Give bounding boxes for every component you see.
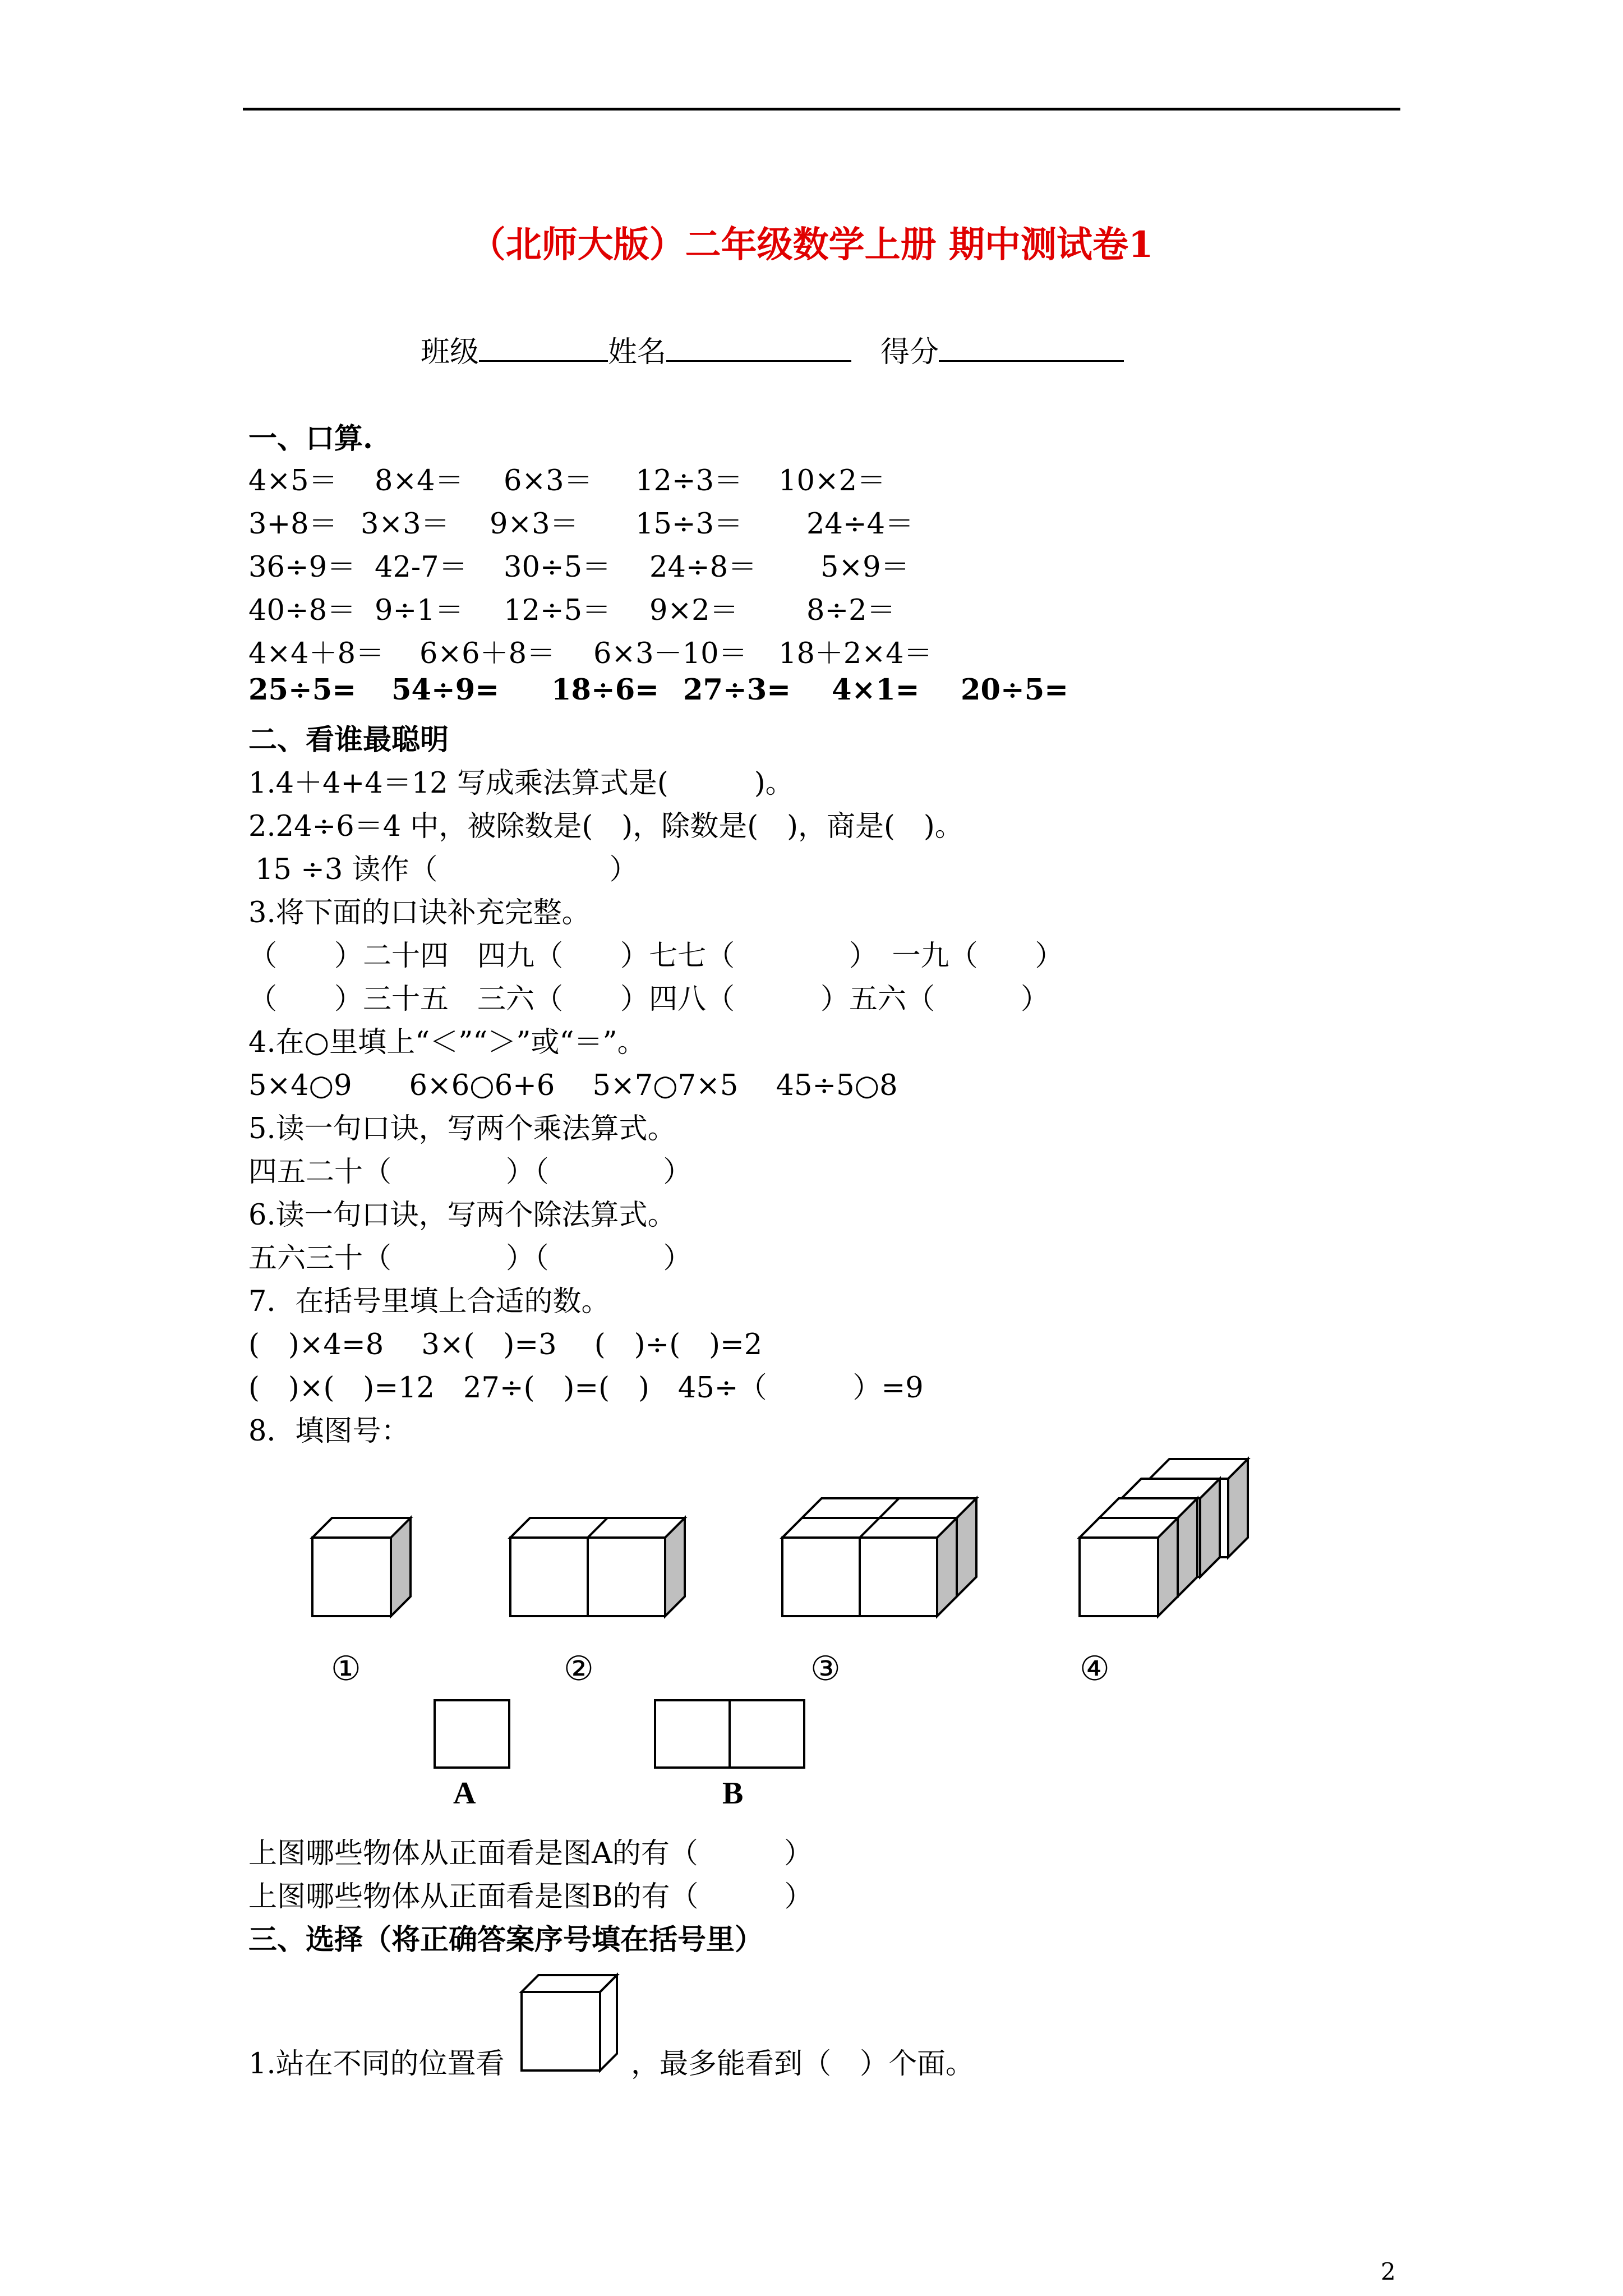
calc-item: 30÷5＝ <box>504 551 611 584</box>
calc-item: 40÷8＝ <box>248 594 356 627</box>
question-line: 4.在○里填上“＜”“＞”或“＝”。 <box>248 1026 646 1059</box>
calc-item: 24÷4＝ <box>806 508 914 541</box>
question-line: 5.读一句口诀，写两个乘法算式。 <box>248 1112 676 1145</box>
section3-heading: 三、选择（将正确答案序号填在括号里） <box>248 1923 764 1957</box>
question-line: ( )×( )=12 27÷( )=( ) 45÷（ ）=9 <box>248 1372 924 1405</box>
question-line: 四五二十（ ）（ ） <box>248 1156 692 1189</box>
calc-item: 3×3＝ <box>361 508 450 541</box>
question-line: 上图哪些物体从正面看是图A的有（ ） <box>248 1837 813 1870</box>
figure-label-4: ④ <box>1080 1649 1110 1688</box>
view-b-square-right <box>730 1700 804 1768</box>
figure-2-two-cubes <box>510 1518 685 1616</box>
calc-item: 36÷9＝ <box>248 551 356 584</box>
calc-item: 9×3＝ <box>490 508 579 541</box>
class-label: 班级 <box>421 335 479 369</box>
score-label: 得分 <box>880 335 939 369</box>
student-info-line <box>421 328 1124 370</box>
question-line: 1.4＋4+4＝12 写成乘法算式是( )。 <box>248 767 794 800</box>
page-title: （北师大版）二年级数学上册 期中测试卷1 <box>469 224 1154 266</box>
calc-item: 9÷1＝ <box>375 594 464 627</box>
calc-item: 25÷5= <box>248 673 356 707</box>
question-line: ( )×4=8 3×( )=3 ( )÷( )=2 <box>248 1328 763 1361</box>
score-blank <box>939 332 1124 362</box>
question-line: 7．在括号里填上合适的数。 <box>248 1285 610 1318</box>
name-label: 姓名 <box>608 335 667 369</box>
figure-label-1: ① <box>331 1649 361 1688</box>
class-blank <box>479 332 608 362</box>
calc-item: 6×3＝ <box>504 464 593 498</box>
question-line: 8．填图号： <box>248 1415 410 1448</box>
section1-heading: 一、口算. <box>248 422 373 455</box>
calc-item: 4×4＋8＝ <box>248 637 385 670</box>
question-line: 2.24÷6＝4 中，被除数是( )，除数是( )，商是( )。 <box>248 810 963 843</box>
figure-4-stacked-cubes <box>1080 1459 1248 1616</box>
calc-item: 18÷6= <box>551 673 659 707</box>
calc-item: 8×4＝ <box>375 464 464 498</box>
view-label-b: B <box>722 1776 744 1811</box>
figure-label-3: ③ <box>810 1649 841 1688</box>
name-blank <box>666 332 851 362</box>
calc-item: 27÷3= <box>683 673 791 707</box>
calc-item: 6×6＋8＝ <box>419 637 556 670</box>
calc-item: 24÷8＝ <box>649 551 757 584</box>
view-b-square-left <box>655 1700 730 1768</box>
figure-3-four-cubes <box>782 1498 976 1616</box>
section3-q1-before: 1.站在不同的位置看 <box>248 2047 505 2081</box>
calc-item: 15÷3＝ <box>635 508 743 541</box>
section3-q1-after: ，最多能看到（ ）个面。 <box>631 2047 975 2081</box>
question-line: 6.读一句口诀，写两个除法算式。 <box>248 1199 676 1232</box>
figure-1-single-cube <box>312 1518 411 1616</box>
calc-item: 18＋2×4＝ <box>778 637 933 670</box>
view-label-a: A <box>453 1776 476 1811</box>
question-line: （ ）三十五 三六（ ）四八（ ）五六（ ） <box>248 983 1050 1016</box>
calc-item: 12÷3＝ <box>635 464 743 498</box>
calc-item: 10×2＝ <box>778 464 886 498</box>
question-line: （ ）二十四 四九（ ）七七（ ） 一九（ ） <box>248 940 1064 973</box>
calc-item: 3+8＝ <box>248 508 338 541</box>
question-line: 5×4○9 6×6○6+6 5×7○7×5 45÷5○8 <box>248 1069 898 1102</box>
calc-item: 8÷2＝ <box>806 594 896 627</box>
calc-item: 54÷9= <box>391 673 499 707</box>
section2-heading: 二、看谁最聪明 <box>248 723 449 757</box>
calc-item: 6×3－10＝ <box>593 637 748 670</box>
calc-item: 42-7＝ <box>375 551 468 584</box>
section3-cube-figure <box>522 1975 617 2070</box>
header-rule <box>243 108 1400 111</box>
figure-label-2: ② <box>564 1649 594 1688</box>
calc-item: 5×9＝ <box>820 551 910 584</box>
calc-item: 20÷5= <box>961 673 1068 707</box>
question-line: 上图哪些物体从正面看是图B的有（ ） <box>248 1880 813 1913</box>
calc-item: 4×5＝ <box>248 464 338 498</box>
question-line: 五六三十（ ）（ ） <box>248 1242 692 1275</box>
calc-item: 12÷5＝ <box>504 594 611 627</box>
calc-item: 4×1= <box>832 673 920 707</box>
view-a-square <box>435 1700 509 1768</box>
calc-item: 9×2＝ <box>649 594 739 627</box>
question-line: 3.将下面的口诀补充完整。 <box>248 896 591 930</box>
question-line: 15 ÷3 读作（ ） <box>255 853 638 886</box>
page-number: 2 <box>1381 2258 1396 2285</box>
